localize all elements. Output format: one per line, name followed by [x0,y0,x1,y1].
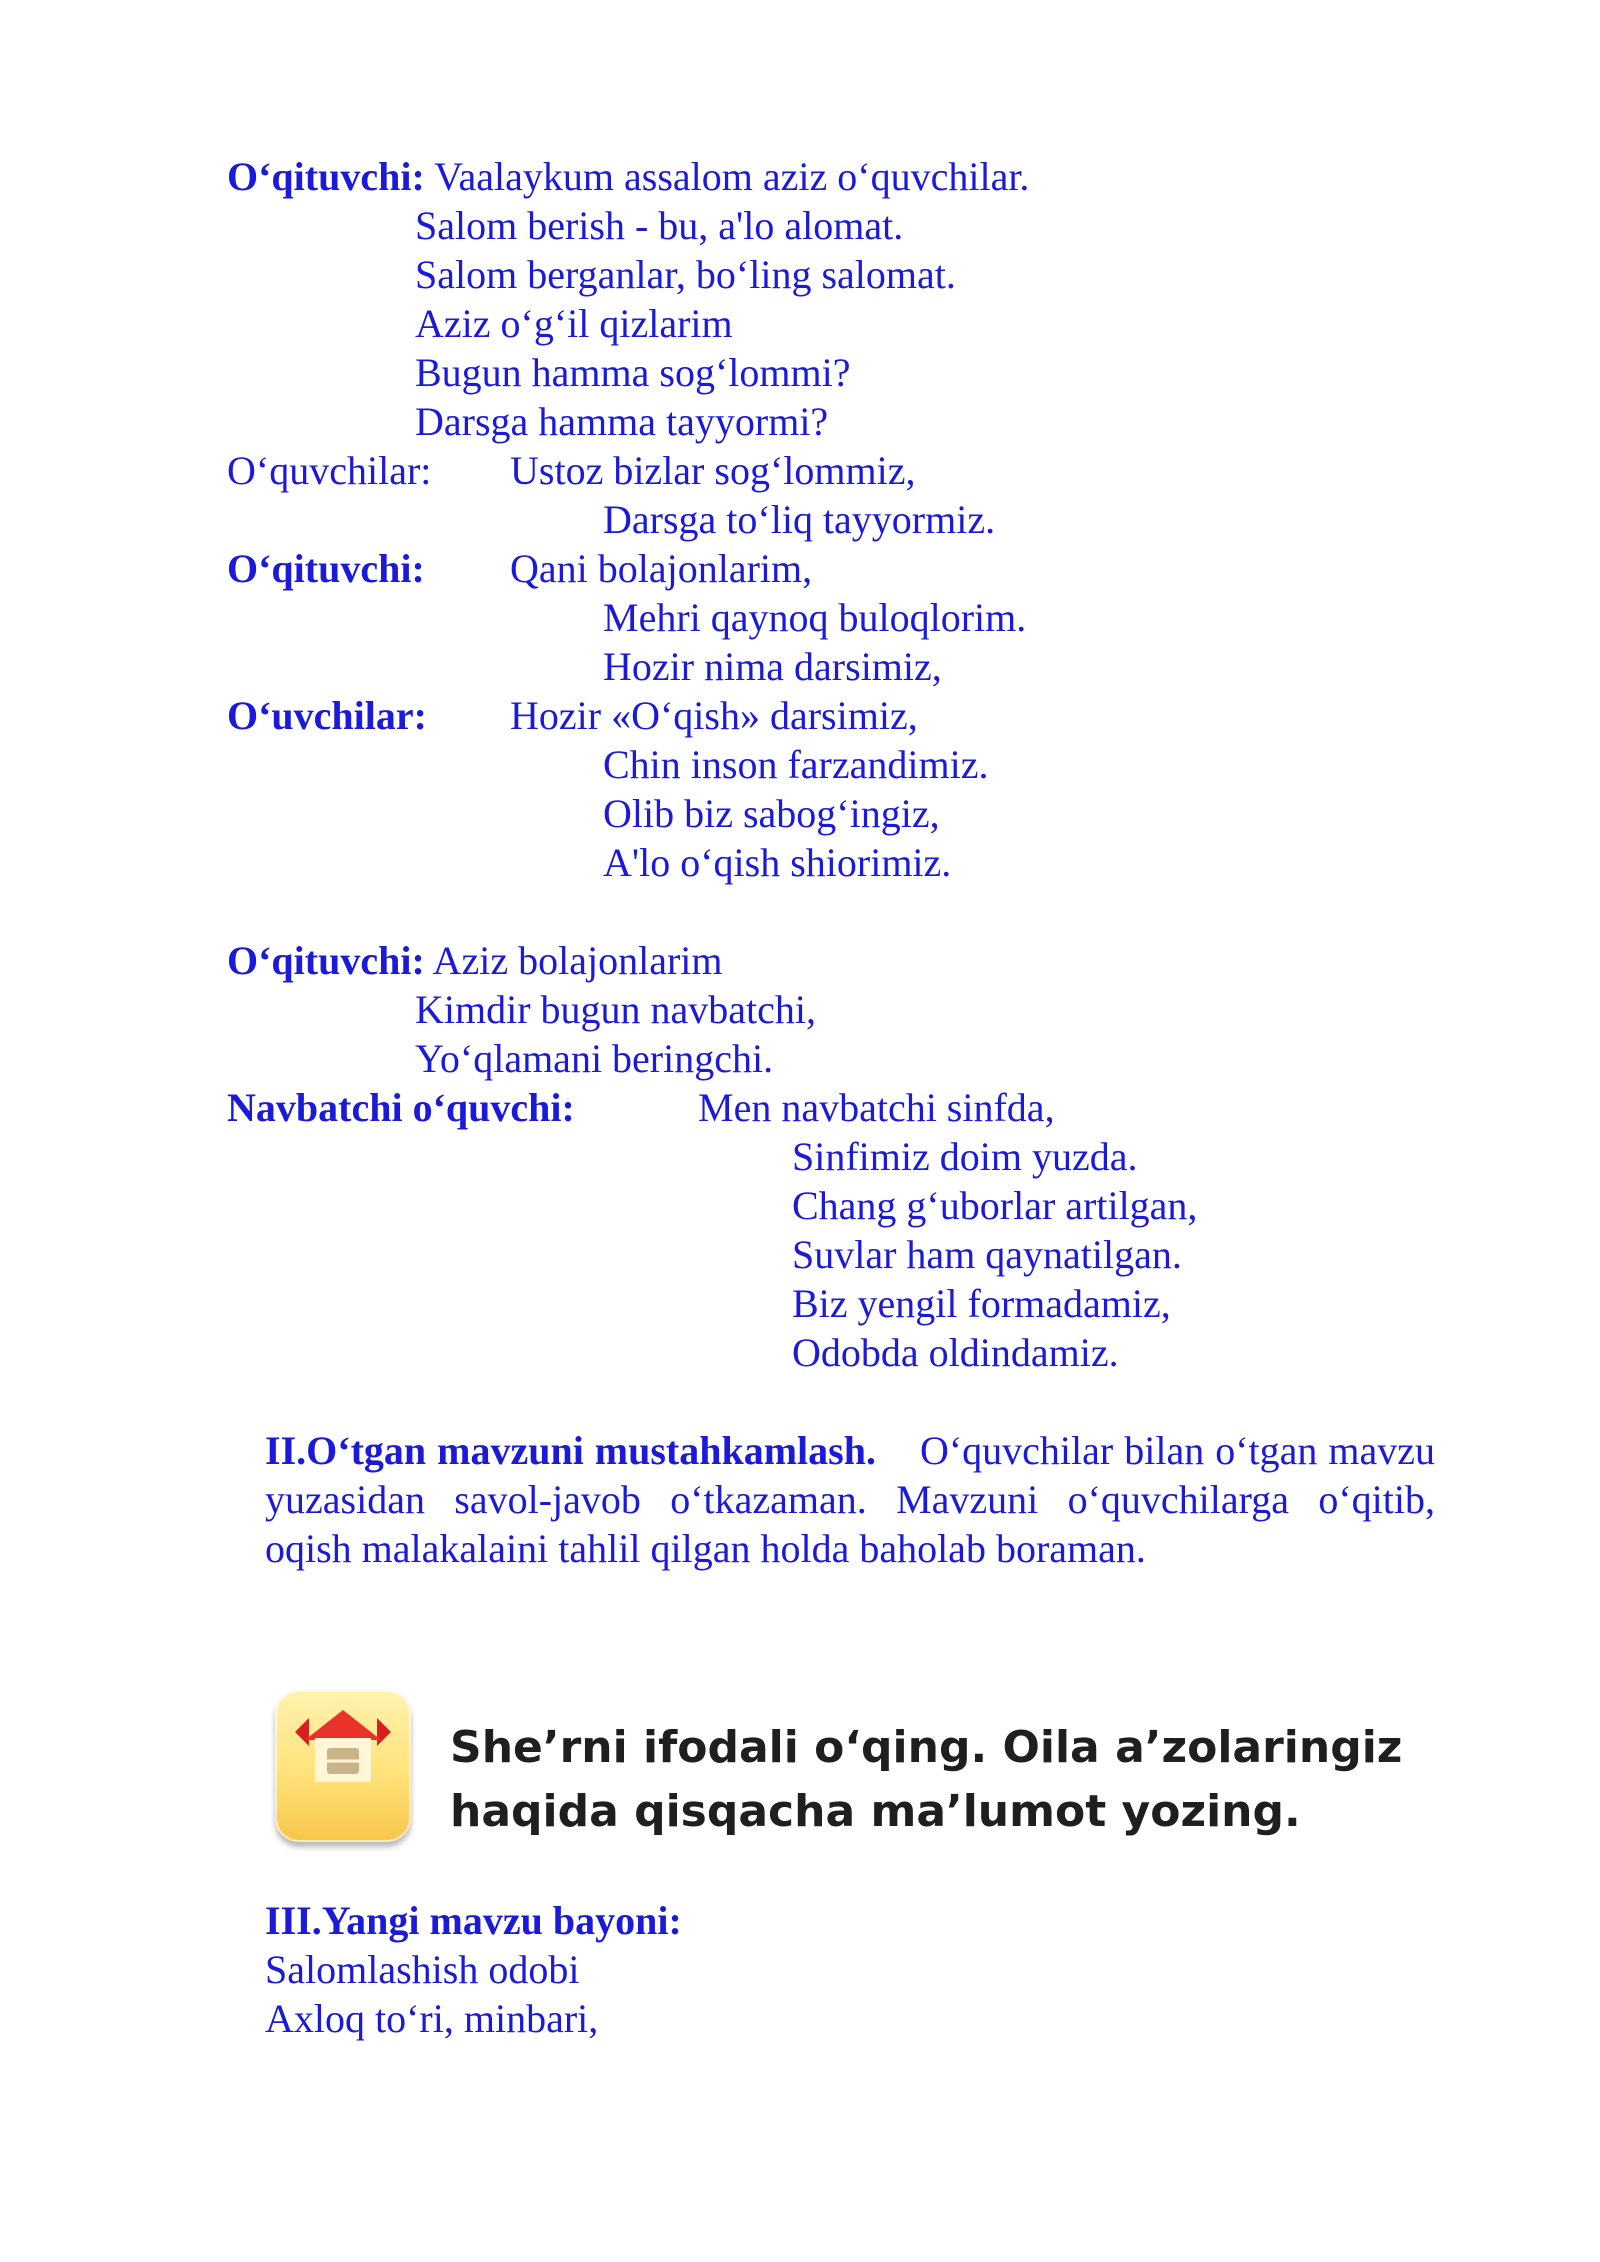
verse-text: Aziz bolajonlarim [432,938,723,983]
verse-line: Salom berganlar, bo‘ling salomat. [415,252,956,297]
verse-line: Bugun hamma sog‘lommi? [415,350,851,395]
speaker-label: O‘uvchilar: [227,693,427,738]
verse-line: Salom berish - bu, a'lo alomat. [415,203,904,248]
task-instruction-line: haqida qisqacha ma’lumot yozing. [450,1786,1301,1837]
verse-line: Mehri qaynoq buloqlorim. [603,595,1027,640]
verse-line: Yo‘qlamani beringchi. [415,1036,774,1081]
verse-line: Hozir nima darsimiz, [603,644,942,689]
teacher-greeting-line [227,152,1029,201]
verse-line: Aziz o‘g‘il qizlarim [415,301,733,346]
verse-text: Vaalaykum assalom aziz o‘quvchilar. [434,154,1030,199]
verse-line: Ustoz bizlar sog‘lommiz, [510,448,916,493]
section-heading: II.O‘tgan mavzuni mustahkamlash. [265,1428,876,1473]
verse-line: Kimdir bugun navbatchi, [415,987,817,1032]
verse-line: Men navbatchi sinfda, [698,1085,1055,1130]
verse-line: Biz yengil formadamiz, [792,1281,1171,1326]
verse-line: Axloq to‘ri, minbari, [265,1996,599,2041]
speaker-label: O‘qituvchi: [227,938,425,983]
house-task-icon [275,1690,411,1842]
verse-line: Suvlar ham qaynatilgan. [792,1232,1182,1277]
speaker-label: O‘qituvchi: [227,546,425,591]
verse-line: Darsga to‘liq tayyormiz. [603,497,996,542]
verse-line: Darsga hamma tayyormi? [415,399,829,444]
speaker-label: O‘qituvchi: [227,154,425,199]
verse-line: Olib biz sabog‘ingiz, [603,791,940,836]
speaker-label: O‘quvchilar: [227,448,432,493]
verse-line: Salomlashish odobi [265,1947,580,1992]
section-text: O‘quvchilar bilan o‘tgan mavzu yuzasidan savol-javob o‘tkazaman. Mavzuni o‘quvchilarga o‘qitib, oqish malakalaini tahlil qilgan holda baholab boraman. [265,1428,1435,1571]
verse-line: Qani bolajonlarim, [510,546,813,591]
section-2-paragraph [265,1426,1435,1573]
teacher-line [227,936,723,985]
verse-line: Chang g‘uborlar artilgan, [792,1183,1198,1228]
verse-line: Chin inson farzandimiz. [603,742,989,787]
section-heading: III.Yangi mavzu bayoni: [265,1898,682,1943]
speaker-label: Navbatchi o‘quvchi: [227,1085,575,1130]
verse-line: Hozir «O‘qish» darsimiz, [510,693,918,738]
verse-line: A'lo o‘qish shiorimiz. [603,840,952,885]
task-instruction-line: She’rni ifodali o‘qing. Oila a’zolaringiz [450,1722,1403,1773]
verse-line: Odobda oldindamiz. [792,1330,1119,1375]
verse-line: Sinfimiz doim yuzda. [792,1134,1138,1179]
